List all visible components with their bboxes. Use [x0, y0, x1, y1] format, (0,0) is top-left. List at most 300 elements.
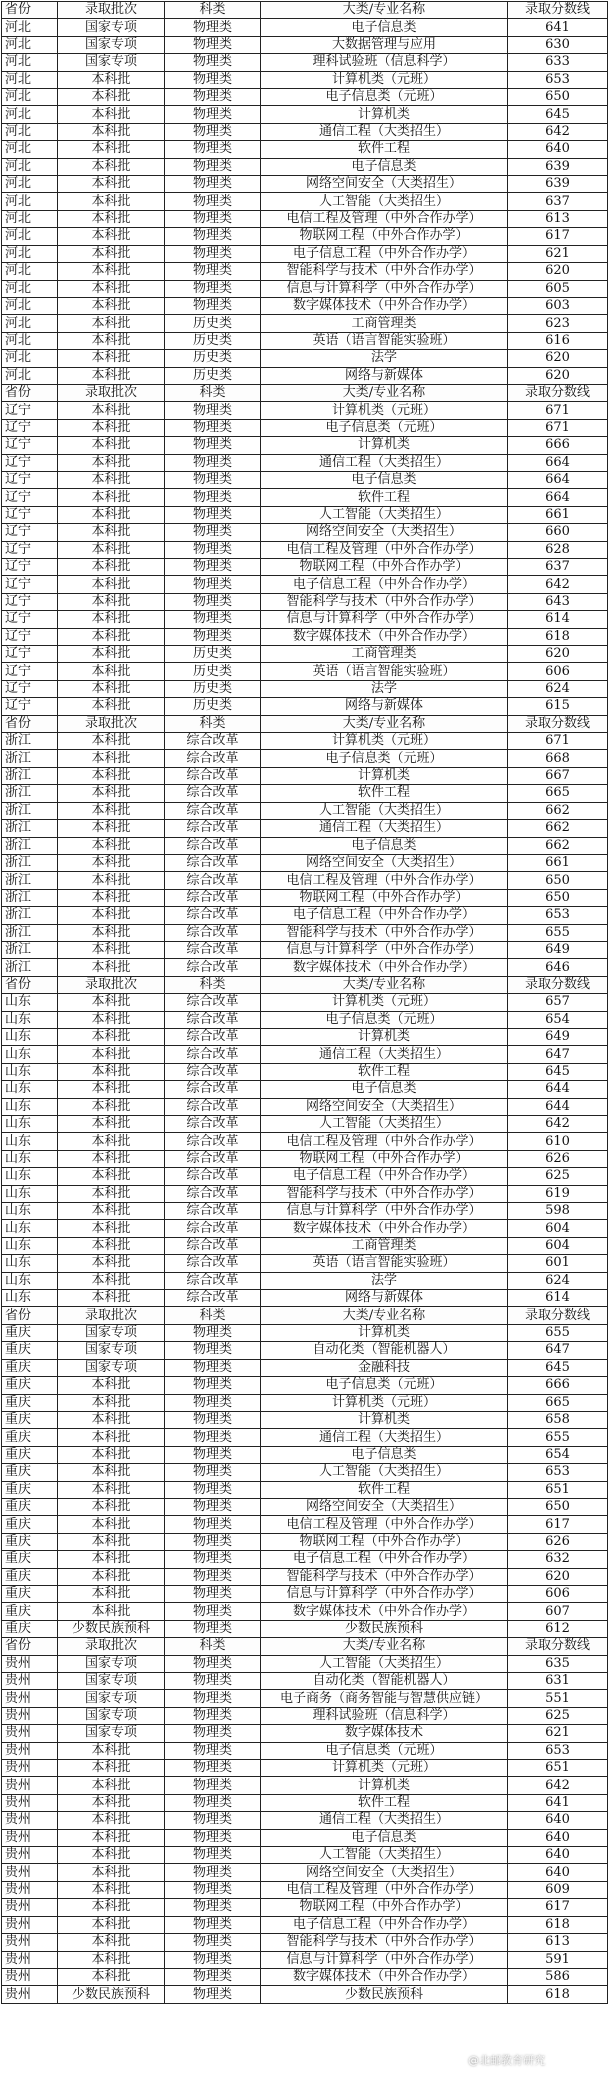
subject-category-cell: 物理类	[165, 419, 261, 436]
table-row	[2, 1255, 608, 1272]
province-cell: 重庆	[2, 1620, 58, 1637]
subject-category-cell: 物理类	[165, 1934, 261, 1951]
header-score: 录取分数线	[508, 384, 608, 401]
table-row	[2, 402, 608, 419]
major-name-cell: 电子信息类	[261, 837, 508, 854]
batch-cell: 本科批	[58, 994, 165, 1011]
batch-cell: 国家专项	[58, 54, 165, 71]
table-row	[2, 1516, 608, 1533]
subject-category-cell: 物理类	[165, 1568, 261, 1585]
header-major-name: 大类/专业名称	[261, 715, 508, 732]
subject-category-cell: 综合改革	[165, 1255, 261, 1272]
score-cell: 626	[508, 1533, 608, 1550]
batch-cell: 本科批	[58, 1011, 165, 1028]
table-row	[2, 733, 608, 750]
score-cell: 650	[508, 889, 608, 906]
batch-cell: 本科批	[58, 1394, 165, 1411]
subject-category-cell: 物理类	[165, 280, 261, 297]
province-cell: 重庆	[2, 1411, 58, 1428]
score-cell: 640	[508, 1864, 608, 1881]
subject-category-cell: 物理类	[165, 1516, 261, 1533]
table-row	[2, 924, 608, 941]
province-cell: 重庆	[2, 1585, 58, 1602]
subject-category-cell: 物理类	[165, 1481, 261, 1498]
batch-cell: 本科批	[58, 907, 165, 924]
subject-category-cell: 综合改革	[165, 907, 261, 924]
table-row	[2, 1446, 608, 1463]
table-row	[2, 767, 608, 784]
batch-cell: 本科批	[58, 1864, 165, 1881]
header-subject-category: 科类	[165, 2, 261, 19]
score-cell: 610	[508, 1133, 608, 1150]
province-cell: 辽宁	[2, 454, 58, 471]
header-major-name: 大类/专业名称	[261, 976, 508, 993]
major-name-cell: 计算机类	[261, 1411, 508, 1428]
score-cell: 604	[508, 1220, 608, 1237]
province-cell: 山东	[2, 1168, 58, 1185]
province-cell: 山东	[2, 1081, 58, 1098]
province-cell: 河北	[2, 228, 58, 245]
subject-category-cell: 综合改革	[165, 924, 261, 941]
score-cell: 662	[508, 837, 608, 854]
major-name-cell: 英语（语言智能实验班）	[261, 332, 508, 349]
table-row	[2, 994, 608, 1011]
subject-category-cell: 综合改革	[165, 785, 261, 802]
major-name-cell: 智能科学与技术（中外合作办学）	[261, 1568, 508, 1585]
subject-category-cell: 物理类	[165, 54, 261, 71]
batch-cell: 本科批	[58, 611, 165, 628]
province-cell: 山东	[2, 1272, 58, 1289]
table-row	[2, 802, 608, 819]
province-cell: 山东	[2, 1116, 58, 1133]
subject-category-cell: 综合改革	[165, 1046, 261, 1063]
major-name-cell: 信息与计算科学（中外合作办学）	[261, 611, 508, 628]
batch-cell: 国家专项	[58, 1655, 165, 1672]
table-row	[2, 1760, 608, 1777]
major-name-cell: 计算机类（元班）	[261, 1394, 508, 1411]
table-row	[2, 19, 608, 36]
province-cell: 贵州	[2, 1760, 58, 1777]
batch-cell: 本科批	[58, 1812, 165, 1829]
province-cell: 辽宁	[2, 489, 58, 506]
province-cell: 辽宁	[2, 506, 58, 523]
score-cell: 666	[508, 1377, 608, 1394]
table-row	[2, 1237, 608, 1254]
batch-cell: 本科批	[58, 1063, 165, 1080]
subject-category-cell: 综合改革	[165, 733, 261, 750]
batch-cell: 本科批	[58, 1133, 165, 1150]
province-cell: 贵州	[2, 1864, 58, 1881]
province-cell: 山东	[2, 1150, 58, 1167]
score-cell: 643	[508, 593, 608, 610]
score-cell: 637	[508, 193, 608, 210]
province-cell: 山东	[2, 1290, 58, 1307]
major-name-cell: 智能科学与技术（中外合作办学）	[261, 1934, 508, 1951]
subject-category-cell: 物理类	[165, 1411, 261, 1428]
header-subject-category: 科类	[165, 976, 261, 993]
score-cell: 649	[508, 941, 608, 958]
major-name-cell: 电子信息类	[261, 158, 508, 175]
province-cell: 辽宁	[2, 576, 58, 593]
batch-cell: 国家专项	[58, 1725, 165, 1742]
major-name-cell: 电子信息工程（中外合作办学）	[261, 1916, 508, 1933]
batch-cell: 本科批	[58, 680, 165, 697]
table-row	[2, 1220, 608, 1237]
batch-cell: 本科批	[58, 402, 165, 419]
major-name-cell: 电信工程及管理（中外合作办学）	[261, 872, 508, 889]
header-province: 省份	[2, 715, 58, 732]
province-cell: 山东	[2, 1203, 58, 1220]
subject-category-cell: 物理类	[165, 1794, 261, 1811]
batch-cell: 本科批	[58, 1481, 165, 1498]
score-cell: 617	[508, 1516, 608, 1533]
subject-category-cell: 综合改革	[165, 1028, 261, 1045]
score-cell: 620	[508, 263, 608, 280]
batch-cell: 本科批	[58, 1203, 165, 1220]
table-row	[2, 54, 608, 71]
score-cell: 647	[508, 1046, 608, 1063]
subject-category-cell: 物理类	[165, 489, 261, 506]
table-row	[2, 1411, 608, 1428]
batch-cell: 本科批	[58, 1272, 165, 1289]
subject-category-cell: 物理类	[165, 36, 261, 53]
score-cell: 632	[508, 1551, 608, 1568]
major-name-cell: 法学	[261, 1272, 508, 1289]
subject-category-cell: 物理类	[165, 1968, 261, 1985]
province-cell: 河北	[2, 19, 58, 36]
score-cell: 671	[508, 419, 608, 436]
major-name-cell: 数字媒体技术（中外合作办学）	[261, 1220, 508, 1237]
major-name-cell: 计算机类	[261, 1028, 508, 1045]
province-cell: 重庆	[2, 1603, 58, 1620]
subject-category-cell: 物理类	[165, 1725, 261, 1742]
score-cell: 642	[508, 1777, 608, 1794]
table-row	[2, 559, 608, 576]
major-name-cell: 软件工程	[261, 1481, 508, 1498]
major-name-cell: 电子信息类	[261, 1081, 508, 1098]
batch-cell: 本科批	[58, 1429, 165, 1446]
major-name-cell: 软件工程	[261, 1063, 508, 1080]
major-name-cell: 少数民族预科	[261, 1986, 508, 2003]
major-name-cell: 网络与新媒体	[261, 698, 508, 715]
batch-cell: 本科批	[58, 367, 165, 384]
major-name-cell: 智能科学与技术（中外合作办学）	[261, 924, 508, 941]
table-row	[2, 1725, 608, 1742]
score-cell: 613	[508, 210, 608, 227]
subject-category-cell: 物理类	[165, 559, 261, 576]
score-cell: 620	[508, 1568, 608, 1585]
score-cell: 641	[508, 1794, 608, 1811]
subject-category-cell: 物理类	[165, 210, 261, 227]
subject-category-cell: 物理类	[165, 1812, 261, 1829]
table-row	[2, 1690, 608, 1707]
score-cell: 661	[508, 854, 608, 871]
batch-cell: 本科批	[58, 1881, 165, 1898]
province-cell: 河北	[2, 263, 58, 280]
score-cell: 620	[508, 350, 608, 367]
subject-category-cell: 物理类	[165, 1620, 261, 1637]
table-row	[2, 820, 608, 837]
major-name-cell: 物联网工程（中外合作办学）	[261, 1533, 508, 1550]
header-province: 省份	[2, 1638, 58, 1655]
province-cell: 河北	[2, 123, 58, 140]
subject-category-cell: 物理类	[165, 628, 261, 645]
header-subject-category: 科类	[165, 1638, 261, 1655]
table-row	[2, 1185, 608, 1202]
table-row	[2, 785, 608, 802]
batch-cell: 本科批	[58, 1255, 165, 1272]
major-name-cell: 网络空间安全（大类招生）	[261, 176, 508, 193]
score-cell: 658	[508, 1411, 608, 1428]
subject-category-cell: 综合改革	[165, 1237, 261, 1254]
header-province: 省份	[2, 1307, 58, 1324]
batch-cell: 本科批	[58, 1829, 165, 1846]
score-cell: 654	[508, 1011, 608, 1028]
subject-category-cell: 历史类	[165, 663, 261, 680]
major-name-cell: 计算机类（元班）	[261, 71, 508, 88]
major-name-cell: 信息与计算科学（中外合作办学）	[261, 1203, 508, 1220]
score-cell: 665	[508, 1394, 608, 1411]
batch-cell: 本科批	[58, 89, 165, 106]
section-header-row	[2, 1638, 608, 1655]
province-cell: 贵州	[2, 1899, 58, 1916]
province-cell: 山东	[2, 1185, 58, 1202]
header-score: 录取分数线	[508, 2, 608, 19]
province-cell: 重庆	[2, 1551, 58, 1568]
subject-category-cell: 物理类	[165, 1951, 261, 1968]
major-name-cell: 人工智能（大类招生）	[261, 1116, 508, 1133]
score-cell: 613	[508, 1934, 608, 1951]
province-cell: 河北	[2, 297, 58, 314]
table-row	[2, 872, 608, 889]
table-row	[2, 1290, 608, 1307]
batch-cell: 国家专项	[58, 1707, 165, 1724]
score-cell: 614	[508, 611, 608, 628]
province-cell: 河北	[2, 280, 58, 297]
subject-category-cell: 物理类	[165, 1707, 261, 1724]
batch-cell: 本科批	[58, 1533, 165, 1550]
batch-cell: 本科批	[58, 663, 165, 680]
subject-category-cell: 历史类	[165, 698, 261, 715]
major-name-cell: 电子信息类	[261, 1829, 508, 1846]
province-cell: 辽宁	[2, 628, 58, 645]
table-row	[2, 1324, 608, 1341]
major-name-cell: 计算机类	[261, 1324, 508, 1341]
major-name-cell: 工商管理类	[261, 646, 508, 663]
subject-category-cell: 综合改革	[165, 872, 261, 889]
score-cell: 618	[508, 1986, 608, 2003]
subject-category-cell: 物理类	[165, 263, 261, 280]
table-row	[2, 1899, 608, 1916]
subject-category-cell: 综合改革	[165, 1290, 261, 1307]
batch-cell: 本科批	[58, 471, 165, 488]
batch-cell: 本科批	[58, 785, 165, 802]
subject-category-cell: 综合改革	[165, 1081, 261, 1098]
province-cell: 浙江	[2, 750, 58, 767]
batch-cell: 本科批	[58, 1098, 165, 1115]
subject-category-cell: 综合改革	[165, 802, 261, 819]
province-cell: 山东	[2, 1237, 58, 1254]
subject-category-cell: 物理类	[165, 1342, 261, 1359]
province-cell: 辽宁	[2, 593, 58, 610]
batch-cell: 本科批	[58, 941, 165, 958]
score-cell: 637	[508, 559, 608, 576]
score-cell: 617	[508, 1899, 608, 1916]
header-major-name: 大类/专业名称	[261, 384, 508, 401]
province-cell: 浙江	[2, 941, 58, 958]
batch-cell: 本科批	[58, 646, 165, 663]
major-name-cell: 自动化类（智能机器人）	[261, 1673, 508, 1690]
subject-category-cell: 物理类	[165, 1394, 261, 1411]
major-name-cell: 电子信息类（元班）	[261, 89, 508, 106]
major-name-cell: 电子信息类（元班）	[261, 419, 508, 436]
batch-cell: 本科批	[58, 1760, 165, 1777]
score-cell: 616	[508, 332, 608, 349]
batch-cell: 本科批	[58, 889, 165, 906]
major-name-cell: 智能科学与技术（中外合作办学）	[261, 593, 508, 610]
province-cell: 浙江	[2, 907, 58, 924]
batch-cell: 本科批	[58, 593, 165, 610]
province-cell: 贵州	[2, 1986, 58, 2003]
table-row	[2, 36, 608, 53]
score-cell: 598	[508, 1203, 608, 1220]
batch-cell: 本科批	[58, 802, 165, 819]
major-name-cell: 电子信息工程（中外合作办学）	[261, 245, 508, 262]
major-name-cell: 计算机类（元班）	[261, 733, 508, 750]
major-name-cell: 电信工程及管理（中外合作办学）	[261, 1133, 508, 1150]
province-cell: 山东	[2, 994, 58, 1011]
subject-category-cell: 物理类	[165, 158, 261, 175]
subject-category-cell: 物理类	[165, 1603, 261, 1620]
subject-category-cell: 物理类	[165, 1377, 261, 1394]
batch-cell: 国家专项	[58, 1342, 165, 1359]
table-row	[2, 1864, 608, 1881]
score-cell: 645	[508, 106, 608, 123]
batch-cell: 本科批	[58, 71, 165, 88]
major-name-cell: 理科试验班（信息科学）	[261, 54, 508, 71]
batch-cell: 本科批	[58, 698, 165, 715]
batch-cell: 本科批	[58, 628, 165, 645]
table-row	[2, 280, 608, 297]
header-subject-category: 科类	[165, 384, 261, 401]
major-name-cell: 法学	[261, 680, 508, 697]
batch-cell: 本科批	[58, 106, 165, 123]
table-row	[2, 1377, 608, 1394]
header-major-name: 大类/专业名称	[261, 2, 508, 19]
table-row	[2, 437, 608, 454]
batch-cell: 本科批	[58, 1899, 165, 1916]
score-cell: 628	[508, 541, 608, 558]
batch-cell: 少数民族预科	[58, 1620, 165, 1637]
table-row	[2, 941, 608, 958]
score-cell: 609	[508, 1881, 608, 1898]
province-cell: 重庆	[2, 1394, 58, 1411]
batch-cell: 国家专项	[58, 19, 165, 36]
major-name-cell: 通信工程（大类招生）	[261, 820, 508, 837]
subject-category-cell: 物理类	[165, 89, 261, 106]
subject-category-cell: 物理类	[165, 1864, 261, 1881]
major-name-cell: 电子信息工程（中外合作办学）	[261, 1551, 508, 1568]
header-batch: 录取批次	[58, 2, 165, 19]
major-name-cell: 电子信息类	[261, 19, 508, 36]
header-score: 录取分数线	[508, 715, 608, 732]
score-cell: 620	[508, 367, 608, 384]
score-cell: 639	[508, 158, 608, 175]
table-row	[2, 1655, 608, 1672]
major-name-cell: 物联网工程（中外合作办学）	[261, 1150, 508, 1167]
header-batch: 录取批次	[58, 384, 165, 401]
table-row	[2, 1916, 608, 1933]
province-cell: 河北	[2, 158, 58, 175]
major-name-cell: 通信工程（大类招生）	[261, 123, 508, 140]
score-cell: 650	[508, 89, 608, 106]
table-row	[2, 1150, 608, 1167]
score-cell: 605	[508, 280, 608, 297]
batch-cell: 本科批	[58, 1237, 165, 1254]
subject-category-cell: 综合改革	[165, 1168, 261, 1185]
subject-category-cell: 综合改革	[165, 1133, 261, 1150]
section-header-row	[2, 976, 608, 993]
subject-category-cell: 物理类	[165, 245, 261, 262]
subject-category-cell: 物理类	[165, 1986, 261, 2003]
section-header-row	[2, 1307, 608, 1324]
table-row	[2, 228, 608, 245]
batch-cell: 本科批	[58, 350, 165, 367]
province-cell: 河北	[2, 332, 58, 349]
subject-category-cell: 综合改革	[165, 1116, 261, 1133]
score-cell: 618	[508, 1916, 608, 1933]
subject-category-cell: 物理类	[165, 1899, 261, 1916]
province-cell: 河北	[2, 54, 58, 71]
subject-category-cell: 物理类	[165, 1690, 261, 1707]
table-row	[2, 489, 608, 506]
score-cell: 614	[508, 1290, 608, 1307]
table-row	[2, 1098, 608, 1115]
province-cell: 重庆	[2, 1516, 58, 1533]
major-name-cell: 人工智能（大类招生）	[261, 1464, 508, 1481]
table-row	[2, 1847, 608, 1864]
major-name-cell: 电信工程及管理（中外合作办学）	[261, 1881, 508, 1898]
subject-category-cell: 物理类	[165, 1324, 261, 1341]
subject-category-cell: 综合改革	[165, 767, 261, 784]
score-cell: 655	[508, 1429, 608, 1446]
table-row	[2, 611, 608, 628]
subject-category-cell: 综合改革	[165, 1150, 261, 1167]
province-cell: 河北	[2, 71, 58, 88]
subject-category-cell: 物理类	[165, 611, 261, 628]
batch-cell: 少数民族预科	[58, 1986, 165, 2003]
section-header-row	[2, 715, 608, 732]
subject-category-cell: 综合改革	[165, 994, 261, 1011]
score-cell: 624	[508, 680, 608, 697]
table-row	[2, 1794, 608, 1811]
subject-category-cell: 综合改革	[165, 1098, 261, 1115]
score-cell: 615	[508, 698, 608, 715]
subject-category-cell: 物理类	[165, 1742, 261, 1759]
score-cell: 607	[508, 1603, 608, 1620]
batch-cell: 本科批	[58, 176, 165, 193]
province-cell: 河北	[2, 89, 58, 106]
table-row	[2, 1829, 608, 1846]
subject-category-cell: 物理类	[165, 1533, 261, 1550]
subject-category-cell: 综合改革	[165, 854, 261, 871]
score-cell: 644	[508, 1098, 608, 1115]
score-cell: 655	[508, 1324, 608, 1341]
major-name-cell: 人工智能（大类招生）	[261, 193, 508, 210]
province-cell: 河北	[2, 36, 58, 53]
table-row	[2, 1568, 608, 1585]
score-cell: 666	[508, 437, 608, 454]
